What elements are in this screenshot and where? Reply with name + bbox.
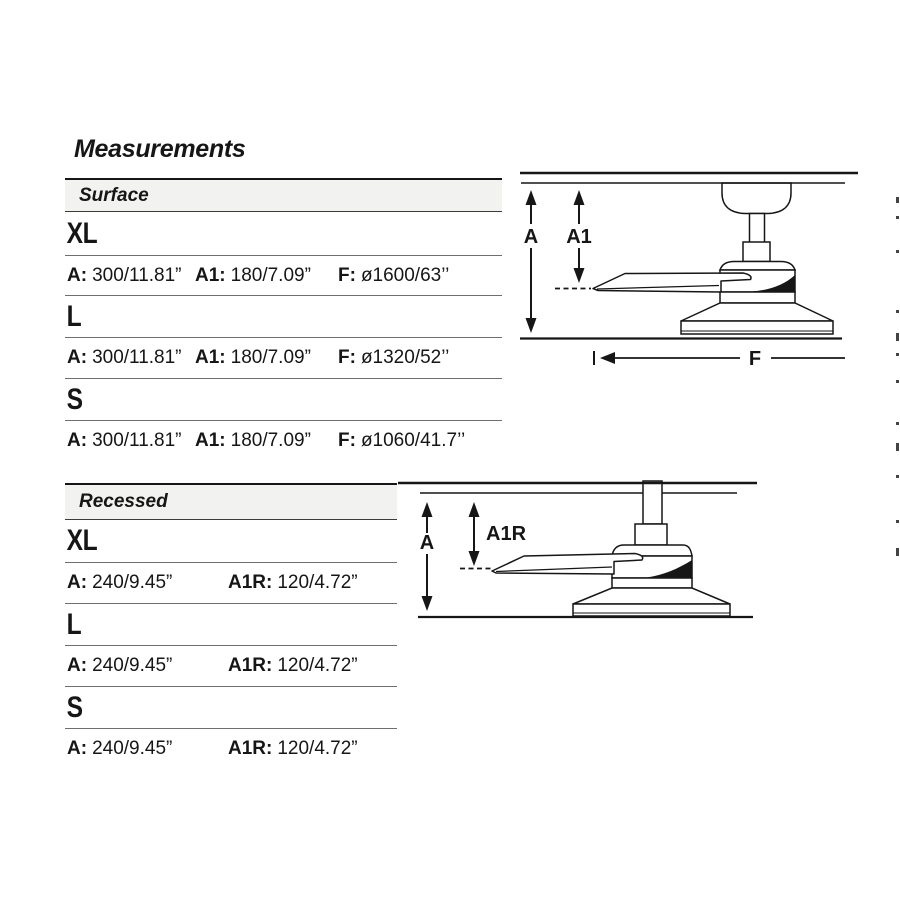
size-label-xl: XL — [66, 524, 98, 557]
spec-pair-a1r — [228, 655, 358, 677]
spec-key: A1: — [195, 347, 226, 368]
spec-value: 180/7.09” — [230, 430, 311, 451]
fan-coupler — [743, 242, 770, 262]
dimension-arrow-f — [594, 348, 845, 370]
spec-key: A1: — [195, 264, 226, 286]
spec-key: A: — [67, 264, 88, 286]
recessed-values-row-xl — [65, 563, 397, 604]
dimension-arrow-a1 — [566, 190, 592, 283]
fan-coupler — [635, 524, 667, 545]
size-label-l: L — [66, 299, 82, 333]
edge-artifact — [896, 250, 899, 253]
surface-mount-diagram — [518, 165, 863, 370]
fan-canopy — [722, 183, 791, 214]
recessed-size-row-s — [65, 687, 397, 729]
dimension-arrow-a1r — [469, 502, 527, 566]
spec-value: 240/9.45” — [92, 572, 173, 593]
spec-key: A1R: — [228, 738, 273, 759]
spec-key: A1R: — [228, 572, 273, 593]
spec-value: 300/11.81” — [92, 264, 182, 286]
size-label-s: S — [66, 690, 83, 724]
recessed-table — [65, 483, 397, 769]
spec-pair-a — [67, 265, 182, 287]
surface-section-header — [65, 178, 502, 212]
spec-key: A: — [67, 430, 88, 451]
recessed-size-row-xl — [65, 520, 397, 563]
edge-artifact — [896, 422, 899, 425]
spec-value: 180/7.09” — [230, 264, 311, 286]
spec-value: ø1600/63’’ — [360, 264, 450, 286]
fan-skirt — [573, 588, 730, 604]
dimension-label-a: A — [419, 532, 435, 554]
recessed-header-label: Recessed — [79, 491, 168, 512]
spec-key: F: — [338, 347, 356, 368]
spec-key: A: — [67, 347, 88, 368]
spec-pair-a — [67, 738, 172, 760]
edge-artifact — [896, 310, 899, 313]
surface-header-label: Surface — [79, 184, 149, 206]
recessed-size-row-l — [65, 604, 397, 646]
spec-key: A1R: — [228, 655, 273, 676]
spec-pair-a1 — [195, 347, 311, 369]
edge-artifact — [896, 333, 899, 341]
surface-size-row-s — [65, 379, 502, 421]
edge-artifact — [896, 475, 899, 478]
edge-artifact — [896, 443, 899, 451]
surface-values-row-s — [65, 421, 502, 461]
spec-key: F: — [338, 264, 356, 286]
spec-pair-f — [338, 265, 449, 287]
dimension-label-a: A — [523, 226, 539, 248]
fan-base-plate — [681, 321, 833, 334]
size-label-xl: XL — [66, 216, 98, 250]
size-label-l: L — [66, 607, 82, 641]
spec-pair-a1 — [195, 430, 311, 452]
edge-artifact — [896, 548, 899, 556]
recessed-section-header — [65, 483, 397, 520]
spec-value: 240/9.45” — [92, 655, 173, 676]
spec-value: 180/7.09” — [230, 347, 311, 368]
dimension-arrow-a — [524, 190, 538, 333]
edge-artifact — [896, 520, 899, 523]
spec-pair-a1r — [228, 738, 358, 760]
edge-artifact — [896, 380, 899, 383]
spec-value: 300/11.81” — [92, 430, 182, 451]
recessed-mount-diagram — [395, 475, 760, 625]
dimension-label-f: F — [748, 348, 762, 370]
spec-value: 300/11.81” — [92, 347, 182, 368]
spec-value: ø1320/52’’ — [360, 347, 450, 368]
spec-pair-a — [67, 572, 172, 594]
surface-table — [65, 178, 502, 461]
dimension-label-a1r: A1R — [486, 523, 527, 545]
fan-lower-band — [720, 292, 795, 303]
spec-key: A: — [67, 738, 88, 759]
fan-downrod — [643, 481, 662, 524]
spec-key: A: — [67, 572, 88, 593]
spec-value: 120/4.72” — [277, 572, 358, 593]
page-title: Measurements — [74, 135, 246, 163]
spec-pair-f — [338, 430, 465, 452]
spec-pair-a — [67, 430, 182, 452]
fan-downrod — [750, 214, 765, 243]
surface-values-row-l — [65, 338, 502, 379]
fan-lower-band — [612, 578, 692, 588]
spec-value: 120/4.72” — [277, 655, 358, 676]
fan-base-plate — [573, 604, 730, 616]
edge-artifact — [896, 216, 899, 219]
surface-size-row-l — [65, 296, 502, 338]
fan-motor-top — [720, 262, 795, 271]
spec-pair-f — [338, 347, 449, 369]
surface-values-row-xl — [65, 256, 502, 296]
spec-key: A: — [67, 655, 88, 676]
edge-artifact — [896, 197, 899, 203]
dimension-label-a1: A1 — [566, 226, 592, 248]
size-label-s: S — [66, 382, 83, 416]
spec-key: F: — [338, 430, 356, 451]
spec-value: ø1060/41.7’’ — [360, 430, 466, 451]
spec-pair-a1r — [228, 572, 358, 594]
edge-artifact — [896, 353, 899, 356]
surface-size-row-xl — [65, 212, 502, 256]
recessed-values-row-l — [65, 646, 397, 687]
spec-pair-a1 — [195, 265, 311, 287]
spec-value: 240/9.45” — [92, 738, 173, 759]
fan-skirt — [681, 303, 833, 321]
spec-pair-a — [67, 347, 182, 369]
recessed-values-row-s — [65, 729, 397, 769]
spec-pair-a — [67, 655, 172, 677]
spec-key: A1: — [195, 430, 226, 451]
dimension-arrow-a — [420, 502, 434, 611]
spec-value: 120/4.72” — [277, 738, 358, 759]
